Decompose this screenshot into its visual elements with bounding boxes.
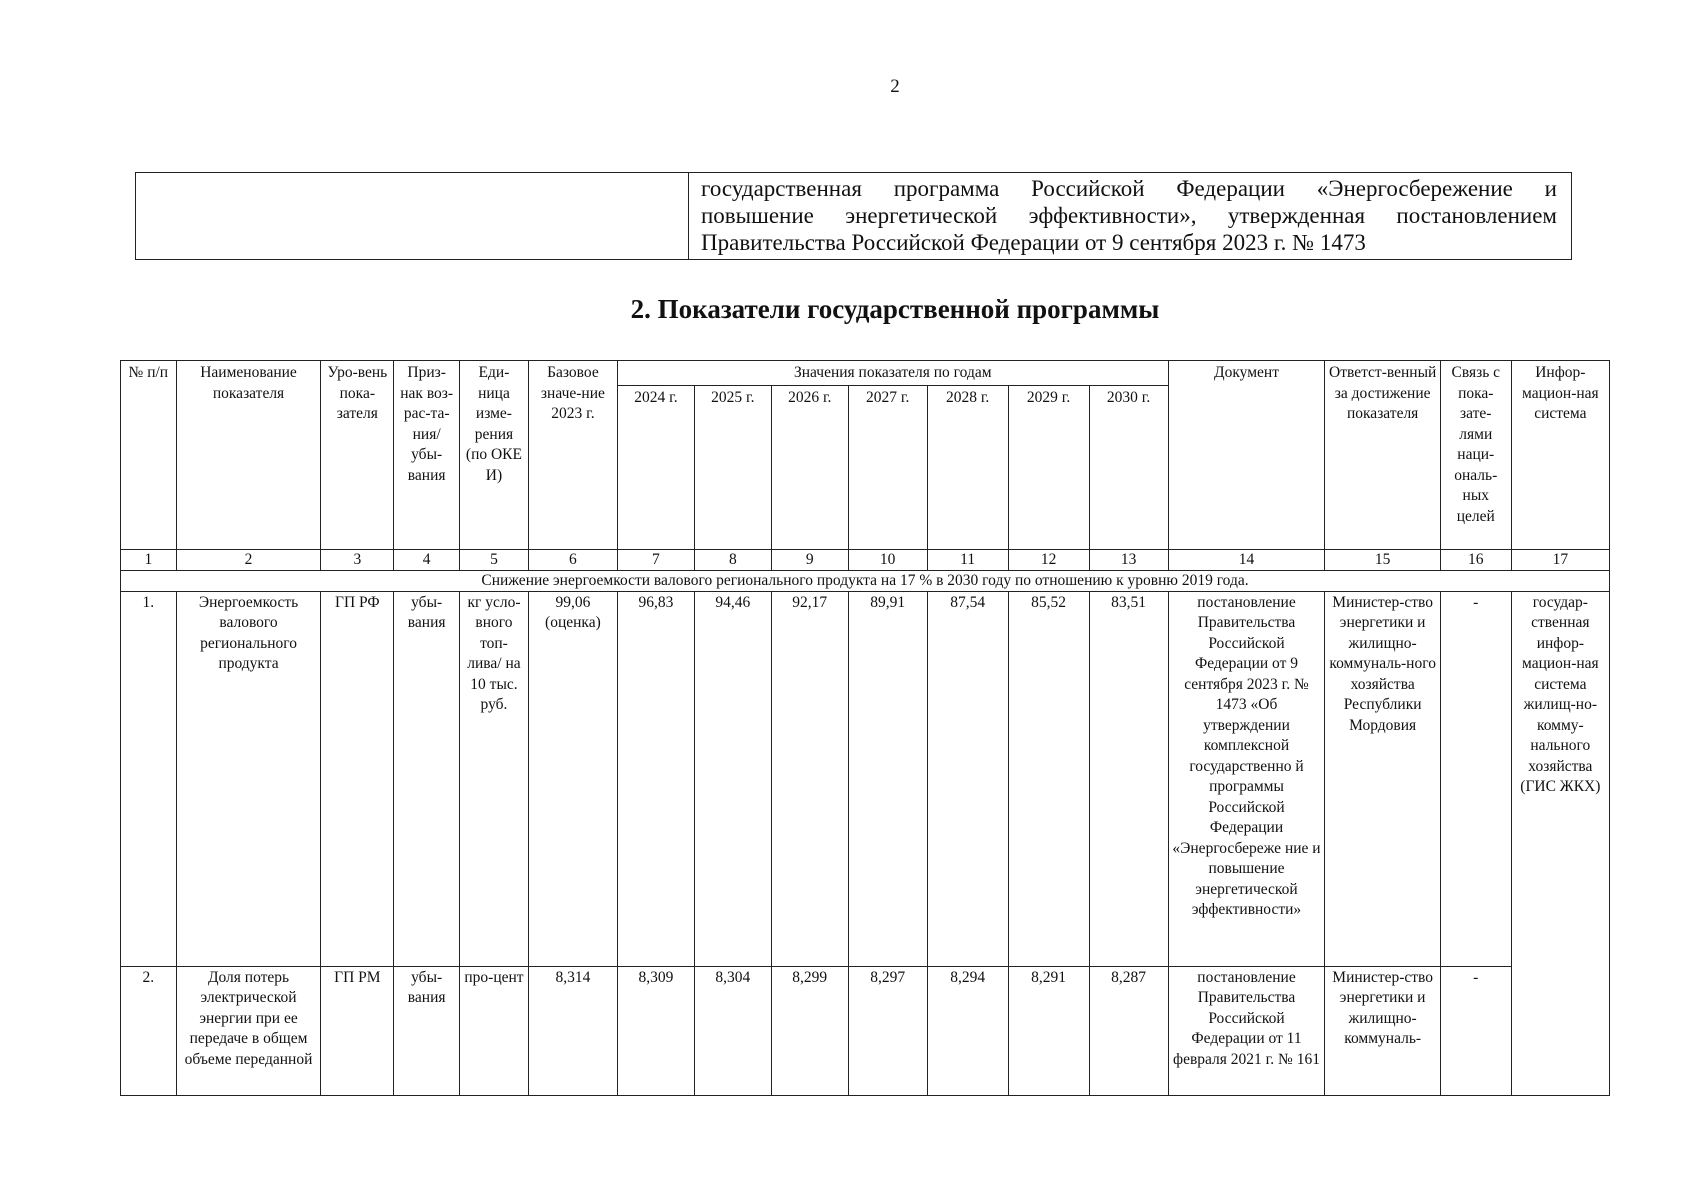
header-year: 2024 г.: [617, 385, 694, 549]
row-num: 1.: [121, 591, 177, 966]
header-responsible: Ответст-венный за достижение показателя: [1325, 361, 1440, 550]
column-number: 14: [1168, 549, 1325, 570]
goal-text: Снижение энергоемкости валового регионального продукта на 17 % в 2030 году по отношению к уровню 2019 года.: [121, 570, 1610, 591]
row-link: -: [1440, 591, 1511, 966]
header-level: Уро-вень пока-зателя: [321, 361, 394, 550]
table-row: [121, 591, 1610, 966]
row-value: 8,294: [927, 966, 1008, 1095]
row-value: 92,17: [771, 591, 848, 966]
row-name: Доля потерь электрической энергии при ее передаче в общем объеме переданной: [176, 966, 321, 1095]
goal-row: [121, 570, 1610, 591]
column-number: 5: [460, 549, 529, 570]
column-number: 4: [394, 549, 460, 570]
column-numbers-row: [121, 549, 1610, 570]
column-number: 2: [176, 549, 321, 570]
program-reference-text: [689, 173, 1571, 259]
row-sign: убы-вания: [394, 966, 460, 1095]
row-responsible: Министер-ство энергетики и жилищно-коммуналь-: [1325, 966, 1440, 1095]
page-number: 2: [890, 76, 900, 97]
row-value: 8,291: [1008, 966, 1089, 1095]
row-value: 96,83: [617, 591, 694, 966]
row-unit: кг услo-вного топ-лива/ на 10 тыс. руб.: [460, 591, 529, 966]
header-year: 2030 г.: [1089, 385, 1168, 549]
row-value: 8,299: [771, 966, 848, 1095]
table-row: [121, 966, 1610, 1095]
header-years-group: Значения показателя по годам: [617, 361, 1168, 386]
column-number: 3: [321, 549, 394, 570]
row-level: ГП РМ: [321, 966, 394, 1095]
header-infosystem: Инфор-мацион-ная система: [1511, 361, 1609, 550]
column-number: 8: [694, 549, 771, 570]
empty-cell: [136, 173, 689, 259]
row-value: 89,91: [848, 591, 927, 966]
row-base: 8,314: [528, 966, 617, 1095]
column-number: 11: [927, 549, 1008, 570]
header-sign: Приз-нак воз-рас-та-ния/ убы-вания: [394, 361, 460, 550]
header-name: Наименование показателя: [176, 361, 321, 550]
program-reference-line: повышение энергетической эффективности», утвержденная постановлением: [701, 203, 1557, 228]
row-value: 87,54: [927, 591, 1008, 966]
header-link: Связь с пока-зате-лями наци-ональ-ных целей: [1440, 361, 1511, 550]
row-value: 8,309: [617, 966, 694, 1095]
row-infosystem: государ-ственная инфор-мацион-ная система жилищ-но-комму-нального хозяйства (ГИС ЖКХ): [1511, 591, 1609, 1095]
row-unit: про-цент: [460, 966, 529, 1095]
row-sign: убы-вания: [394, 591, 460, 966]
column-number: 15: [1325, 549, 1440, 570]
row-value: 83,51: [1089, 591, 1168, 966]
header-unit: Еди-ница изме-рения (по ОКЕ И): [460, 361, 529, 550]
row-value: 8,287: [1089, 966, 1168, 1095]
row-document: постановление Правительства Российской Федерации от 11 февраля 2021 г. № 161: [1168, 966, 1325, 1095]
row-value: 8,297: [848, 966, 927, 1095]
column-number: 13: [1089, 549, 1168, 570]
column-number: 12: [1008, 549, 1089, 570]
row-value: 85,52: [1008, 591, 1089, 966]
program-reference-line: Правительства Российской Федерации от 9 сентября 2023 г. № 1473: [701, 230, 1366, 255]
row-name: Энергоемкость валового регионального продукта: [176, 591, 321, 966]
row-base: 99,06 (оценка): [528, 591, 617, 966]
header-year: 2028 г.: [927, 385, 1008, 549]
header-base: Базовое значе-ние 2023 г.: [528, 361, 617, 550]
header-year: 2029 г.: [1008, 385, 1089, 549]
column-number: 9: [771, 549, 848, 570]
row-responsible: Министер-ство энергетики и жилищно-коммуналь-ного хозяйства Республики Мордовия: [1325, 591, 1440, 966]
header-year: 2027 г.: [848, 385, 927, 549]
program-reference-box: [135, 172, 1572, 260]
header-year: 2025 г.: [694, 385, 771, 549]
column-number: 7: [617, 549, 694, 570]
header-document: Документ: [1168, 361, 1325, 550]
row-level: ГП РФ: [321, 591, 394, 966]
indicators-table: [120, 360, 1610, 1096]
row-value: 94,46: [694, 591, 771, 966]
column-number: 6: [528, 549, 617, 570]
row-num: 2.: [121, 966, 177, 1095]
header-num: № п/п: [121, 361, 177, 550]
column-number: 17: [1511, 549, 1609, 570]
section-title: 2. Показатели государственной программы: [630, 294, 1160, 324]
program-reference-line: государственная программа Российской Федерации «Энергосбережение и: [701, 176, 1557, 201]
column-number: 1: [121, 549, 177, 570]
column-number: 10: [848, 549, 927, 570]
row-link: -: [1440, 966, 1511, 1095]
column-number: 16: [1440, 549, 1511, 570]
header-year: 2026 г.: [771, 385, 848, 549]
header-row: [121, 361, 1610, 386]
row-value: 8,304: [694, 966, 771, 1095]
row-document: постановление Правительства Российской Федерации от 9 сентября 2023 г. № 1473 «Об утверждении комплексной государственно й программы Российской Федерации «Энергосбереже ние и повышение энергетической эффективности»: [1168, 591, 1325, 966]
